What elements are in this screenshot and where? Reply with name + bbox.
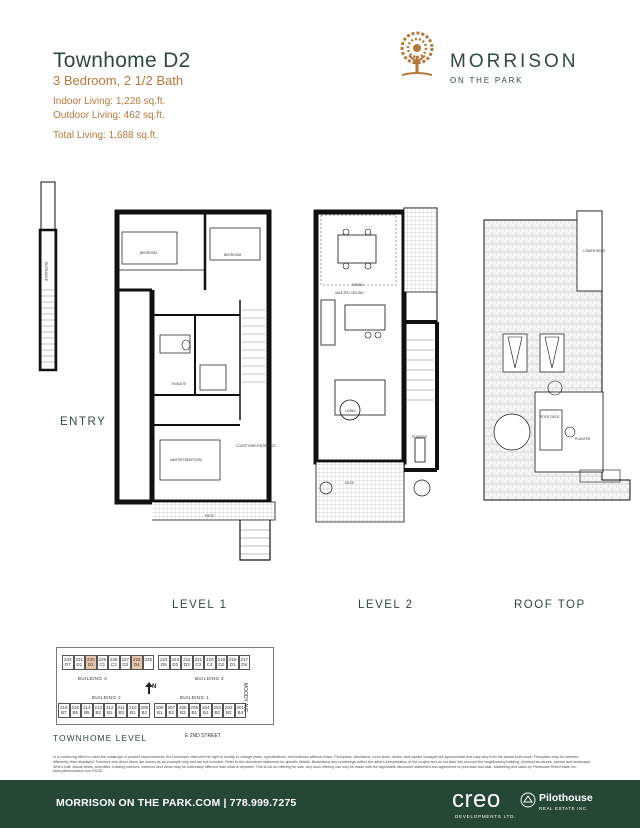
keyplan-unit: 225 bbox=[143, 655, 155, 670]
dining-label: DINING bbox=[352, 283, 364, 287]
keyplan-unit: 211 B3 bbox=[116, 703, 128, 718]
keyplan-unit: 219 D2 bbox=[216, 655, 228, 670]
keyplan-unit: 224 D5 bbox=[158, 655, 170, 670]
agency-logo: Pilothouse bbox=[539, 792, 593, 804]
vaulted-label: VAULTED CEILING bbox=[335, 291, 364, 295]
keyplan-unit: 207 B2 bbox=[166, 703, 178, 718]
courtyard-label: COURTYARD ENTRANCE bbox=[236, 444, 276, 448]
brand-subtitle: ON THE PARK bbox=[450, 76, 524, 85]
keyplan-row-lower bbox=[58, 703, 268, 718]
living-label: LIVING bbox=[345, 409, 356, 413]
keyplan-unit: 205 B1 bbox=[189, 703, 201, 718]
keyplan-caption: TOWNHOME LEVEL bbox=[53, 733, 148, 743]
building-label-4: BUILDING 4 bbox=[195, 676, 225, 681]
powder-label: POWDER bbox=[412, 435, 427, 439]
plan-subtitle: 3 Bedroom, 2 1/2 Bath bbox=[53, 73, 184, 88]
street-label: E 2ND STREET bbox=[185, 733, 221, 739]
developer-logo: creo bbox=[452, 786, 501, 813]
building-label-2: BUILDING 2 bbox=[92, 695, 122, 700]
keyplan-unit: 203 B2 bbox=[212, 703, 224, 718]
keyplan-unit: 210 B1 bbox=[127, 703, 139, 718]
entry-entrance-label: ENTRANCE bbox=[44, 262, 48, 282]
keyplan-unit: 216 B7 bbox=[58, 703, 70, 718]
keyplan-unit: 223 D3 bbox=[170, 655, 182, 670]
developer-sub: DEVELOPMENTS LTD. bbox=[455, 814, 517, 819]
keyplan-unit: 231 D1 bbox=[74, 655, 86, 670]
level-1-plan bbox=[117, 212, 275, 560]
roof-top-label: ROOF TOP bbox=[514, 599, 586, 611]
keyplan-unit: 204 B1 bbox=[200, 703, 212, 718]
entry-label: ENTRY bbox=[60, 416, 107, 428]
keyplan-unit: 208 B1 bbox=[154, 703, 166, 718]
keyplan-row-upper bbox=[62, 655, 272, 670]
keyplan-unit: 217 D4 bbox=[239, 655, 251, 670]
level-2-plan bbox=[316, 208, 437, 522]
keyplan-unit: 222 D3 bbox=[181, 655, 193, 670]
entry-plan bbox=[40, 182, 56, 370]
pilothouse-logo-icon bbox=[520, 792, 536, 808]
keyplan-unit: 230 D2 bbox=[85, 655, 97, 670]
keyplan-unit: 228 C2 bbox=[108, 655, 120, 670]
agency-sub: REAL ESTATE INC. bbox=[539, 806, 589, 811]
keyplan-unit: 202 B3 bbox=[223, 703, 235, 718]
roof-plan bbox=[484, 211, 630, 500]
deck-label: DECK bbox=[345, 481, 355, 485]
building-label-3: BUILDING 3 bbox=[78, 676, 108, 681]
keyplan-unit: 212 B1 bbox=[104, 703, 116, 718]
lower-deck-label: LOWER DECK bbox=[583, 249, 606, 253]
roof-deck-label: ROOF DECK bbox=[540, 415, 560, 419]
keyplan-unit: 201 B4 bbox=[235, 703, 247, 718]
bedroom-b-label: BEDROOM bbox=[224, 253, 242, 257]
level-1-label: LEVEL 1 bbox=[172, 599, 228, 611]
bedroom-a-label: BEDROOM bbox=[140, 251, 158, 255]
keyplan-unit: 214 B5 bbox=[81, 703, 93, 718]
brand-name: MORRISON bbox=[450, 51, 579, 72]
keyplan-unit: 209 B2 bbox=[139, 703, 151, 718]
north-label: N bbox=[152, 684, 157, 690]
building-label-1: BUILDING 1 bbox=[180, 695, 210, 700]
outdoor-area: Outdoor Living: 462 sq.ft. bbox=[53, 110, 165, 121]
keyplan-unit: 215 B6 bbox=[70, 703, 82, 718]
ensuite-label: ENSUITE bbox=[172, 382, 187, 386]
disclaimer: In a continuing effort to meet the challenge of product improvements, the Developer reserves the right to modify or change plans, specifications, and features without notice. Floorplans, elevations, room sizes, decks, and square footages are approximate and may vary from the actual built home. Floorplans may be oriented differently than displayed. Furniture and décor items are shown as an example only and are not included. Refer to the disclosure statement for specific details. Illustrations and renderings reflect the artist's interpretation of the project and do not take into account the neighbouring building, physical structures, streets and landscape. When built, actual views, amenities, building interiors, exteriors and views may be noticeably different than what is depicted. This is not an offering for sale. Any such offering can only be made with the applicable disclosure statement and agreement of purchase and sale. Marketing and sales by Pilothouse Real Estate Inc. www.pilothouseinc.com E&OE. bbox=[53, 755, 591, 774]
indoor-area: Indoor Living: 1,226 sq.ft. bbox=[53, 96, 166, 107]
plan-title: Townhome D2 bbox=[53, 49, 191, 72]
keyplan-unit: 213 B2 bbox=[93, 703, 105, 718]
keyplan-unit: 220 C4 bbox=[204, 655, 216, 670]
master-bedroom-label: MASTER BEDROOM bbox=[170, 458, 202, 462]
planter-label: PLANTER bbox=[575, 437, 591, 441]
keyplan-unit: 233 D7 bbox=[62, 655, 74, 670]
keyplan-unit: 218 D1 bbox=[227, 655, 239, 670]
keyplan-unit: 226 D4 bbox=[131, 655, 143, 670]
keyplan-unit: 227 D3 bbox=[120, 655, 132, 670]
patio-label: PATIO bbox=[205, 514, 215, 518]
keyplan-unit: 229 C1 bbox=[97, 655, 109, 670]
keyplan-unit: 221 C3 bbox=[193, 655, 205, 670]
level-2-label: LEVEL 2 bbox=[358, 599, 414, 611]
avenue-label: MOODY AVE bbox=[242, 683, 248, 713]
total-area: Total Living: 1,688 sq.ft. bbox=[53, 130, 159, 141]
footer-contact[interactable]: MORRISON ON THE PARK.COM | 778.999.7275 bbox=[56, 797, 297, 809]
keyplan-unit: 206 B3 bbox=[177, 703, 189, 718]
